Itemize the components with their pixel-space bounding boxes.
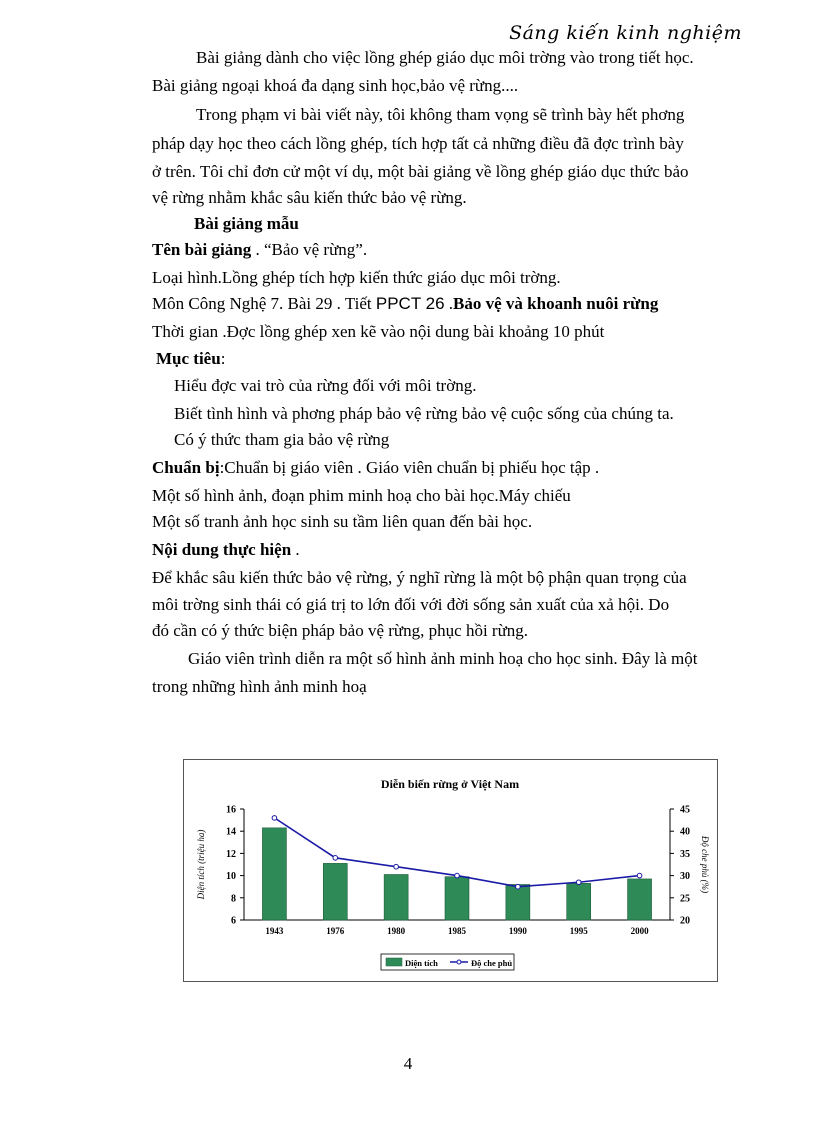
chart-legend	[381, 954, 514, 970]
legend-label-area: Diện tích	[405, 958, 438, 968]
preparation-line-2: Một số hình ảnh, đoạn phim minh hoạ cho bài học.Máy chiếu	[152, 486, 571, 505]
x-tick-label: 1943	[265, 926, 284, 936]
objectives-colon: :	[220, 349, 226, 368]
paragraph-line: Trong phạm vi bài viết này, tôi không tham vọng sẽ trình bày hết phơng	[196, 105, 685, 124]
y-tick-label-left: 8	[231, 893, 236, 905]
cover-point-1990	[516, 884, 521, 889]
bar-1990	[506, 884, 530, 920]
bar-1985	[445, 877, 469, 920]
objectives-label: Mục tiêu	[156, 349, 221, 368]
legend-label-cover: Độ che phủ	[471, 958, 513, 968]
bar-2000	[628, 879, 652, 920]
content-label: Nội dung thực hiện	[152, 540, 292, 559]
y-axis-title-left: Diện tích (triệu ha)	[196, 829, 206, 900]
y-tick-label-right: 35	[680, 848, 690, 860]
x-tick-label: 1980	[387, 926, 406, 936]
paragraph-line: vệ rừng nhằm khắc sâu kiến thức bảo vệ rừng.	[152, 188, 467, 207]
legend-line-marker	[457, 960, 461, 964]
preparation-line-3: Một số tranh ảnh học sinh su tầm liên quan đến bài học.	[152, 512, 533, 531]
cover-point-1976	[333, 856, 338, 861]
content-line: Giáo viên trình diễn ra một số hình ảnh minh hoạ cho học sinh. Đây là một	[188, 649, 698, 668]
page-number: 4	[403, 1054, 413, 1073]
objective-item: Có ý thức tham gia bảo vệ rừng	[174, 430, 390, 449]
cover-point-2000	[637, 873, 642, 878]
paragraph-line: pháp dạy học theo cách lồng ghép, tích hợp tất cả những điều đã đợc trình bày	[152, 134, 684, 153]
preparation-text: :Chuẩn bị giáo viên . Giáo viên chuẩn bị phiếu học tập .	[219, 458, 600, 477]
legend-bar-swatch	[386, 958, 402, 966]
cover-point-1943	[272, 816, 277, 821]
x-tick-label: 1990	[508, 926, 527, 936]
y-tick-label-left: 16	[226, 804, 236, 816]
objective-item: Biết tình hình và phơng pháp bảo vệ rừng bảo vệ cuộc sống của chúng ta.	[174, 404, 674, 423]
y-tick-label-right: 40	[680, 826, 690, 838]
bar-1976	[323, 863, 347, 920]
bar-1995	[567, 883, 591, 920]
lesson-name-label: Tên bài giảng	[152, 240, 252, 259]
lesson-name-value: . “Bảo vệ rừng”.	[251, 240, 368, 259]
x-tick-label: 1976	[326, 926, 345, 936]
objective-item: Hiểu đợc vai trò của rừng đối với môi trờng.	[174, 376, 477, 395]
y-tick-label-right: 25	[680, 893, 690, 905]
paragraph-line: ở trên. Tôi chỉ đơn cử một ví dụ, một bài giảng về lồng ghép giáo dục thức bảo	[152, 162, 689, 181]
x-tick-label: 1985	[448, 926, 466, 936]
content-line: Để khắc sâu kiến thức bảo vệ rừng, ý nghĩ rừng là một bộ phận quan trọng của	[152, 568, 687, 587]
y-tick-label-right: 45	[680, 804, 690, 816]
preparation-label: Chuẩn bị	[152, 458, 220, 477]
cover-point-1985	[455, 873, 460, 878]
bar-1943	[262, 828, 286, 920]
forest-chart	[183, 759, 718, 982]
paragraph-line: Bài giảng dành cho việc lồng ghép giáo dục môi trờng vào trong tiết học.	[196, 48, 694, 67]
content-label-suffix: .	[291, 540, 300, 559]
content-line: đó cần có ý thức biện pháp bảo vệ rừng, phục hồi rừng.	[152, 621, 529, 640]
lesson-heading: Bài giảng mẫu	[194, 214, 299, 233]
cover-point-1980	[394, 864, 399, 869]
page-header: Sáng kiến kinh nghiệm	[509, 22, 742, 44]
subject-title: Bảo vệ và khoanh nuôi rừng	[453, 294, 659, 313]
ppct-text: PPCT 26	[375, 294, 445, 313]
y-tick-label-left: 14	[226, 826, 236, 838]
lesson-type-line: Loại hình.Lồng ghép tích hợp kiến thức giáo dục môi trờng.	[152, 268, 561, 287]
x-tick-label: 1995	[569, 926, 588, 936]
lesson-subject-line	[152, 292, 658, 316]
chart-title: Diễn biến rừng ở Việt Nam	[380, 777, 520, 791]
lesson-time-line: Thời gian .Đợc lồng ghép xen kẽ vào nội dung bài khoảng 10 phút	[152, 322, 605, 341]
chart-svg	[184, 760, 717, 981]
y-tick-label-right: 20	[680, 915, 690, 927]
y-tick-label-right: 30	[680, 871, 690, 883]
preparation-line	[152, 456, 599, 480]
y-axis-title-right: Độ che phủ (%)	[700, 835, 710, 894]
cover-point-1995	[576, 880, 581, 885]
y-tick-label-left: 12	[226, 848, 236, 860]
y-tick-label-left: 10	[226, 871, 236, 883]
x-tick-label: 2000	[630, 926, 649, 936]
subject-sep: .	[444, 294, 454, 313]
subject-prefix: Môn Công Nghệ 7. Bài 29 . Tiết	[152, 294, 376, 313]
bar-1980	[384, 874, 408, 920]
lesson-name-line	[152, 238, 367, 262]
content-line: trong những hình ảnh minh hoạ	[152, 677, 367, 696]
objectives-heading	[156, 347, 225, 371]
content-line: môi trờng sinh thái có giá trị to lớn đối với đời sống sản xuất của xả hội. Do	[152, 595, 670, 614]
y-tick-label-left: 6	[231, 915, 236, 927]
content-heading	[152, 538, 300, 562]
paragraph-line: Bài giảng ngoại khoá đa dạng sinh học,bảo vệ rừng....	[152, 76, 519, 95]
